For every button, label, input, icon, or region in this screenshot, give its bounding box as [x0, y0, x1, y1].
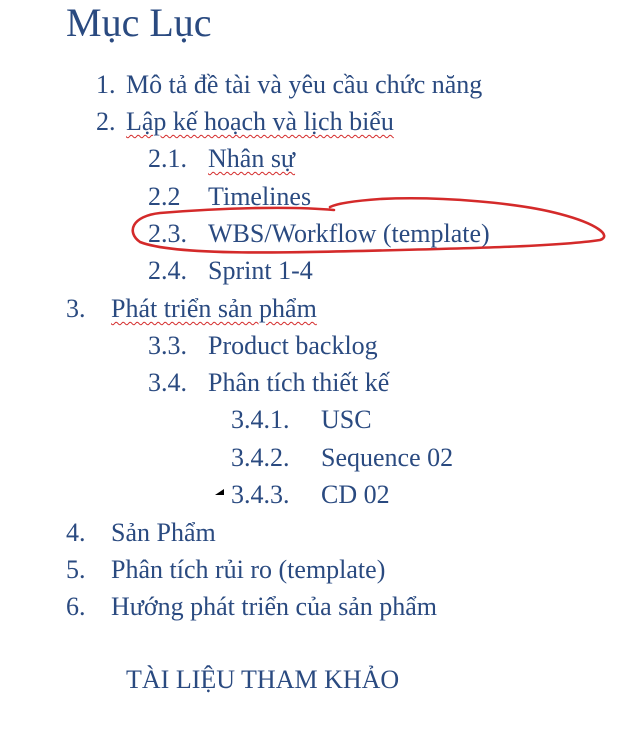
toc-item-label: Product backlog — [208, 331, 378, 360]
toc-item-number: 2.1. — [148, 144, 187, 173]
toc-item-label: WBS/Workflow (template) — [208, 219, 490, 248]
toc-item-number: 3.4.1. — [231, 405, 290, 434]
toc-item-label: Hướng phát triển của sản phẩm — [111, 592, 438, 621]
toc-item-number: 2.3. — [148, 219, 187, 248]
collapse-triangle-icon[interactable] — [215, 489, 224, 495]
toc-item-label: CD 02 — [321, 480, 390, 509]
toc-item-number: 1. — [96, 70, 116, 99]
toc-item-number: 3.3. — [148, 331, 187, 360]
toc-item-number: 2.2 — [148, 182, 181, 211]
toc-item-label: Sequence 02 — [321, 443, 454, 472]
toc-item-number: 3.4. — [148, 368, 187, 397]
toc-item-label: Sprint 1-4 — [208, 256, 313, 285]
toc-item-number: 4. — [66, 518, 86, 547]
toc-item-label: Sản Phẩm — [111, 518, 216, 547]
toc-item-number: 6. — [66, 592, 86, 621]
toc-item-label: Nhân sự — [208, 144, 296, 173]
toc-item-label: Timelines — [208, 182, 312, 211]
toc-item-number: 3.4.3. — [231, 480, 290, 509]
toc-item-number: 3. — [66, 294, 86, 323]
toc-item-number: 5. — [66, 555, 86, 584]
toc-item-label: Phân tích rủi ro (template) — [111, 555, 386, 584]
toc-item-label: Phát triển sản phẩm — [111, 294, 317, 323]
toc-item-label: USC — [321, 405, 372, 434]
toc-item-label: Phân tích thiết kế — [208, 368, 390, 397]
references-heading: TÀI LIỆU THAM KHẢO — [126, 665, 400, 694]
toc-item-number: 2. — [96, 107, 116, 136]
toc-item-label: Lập kế hoạch và lịch biểu — [126, 107, 394, 136]
toc-title: Mục Lục — [66, 0, 212, 45]
toc-item-number: 3.4.2. — [231, 443, 290, 472]
toc-item-label: Mô tả đề tài và yêu cầu chức năng — [126, 70, 483, 99]
toc-item-number: 2.4. — [148, 256, 187, 285]
